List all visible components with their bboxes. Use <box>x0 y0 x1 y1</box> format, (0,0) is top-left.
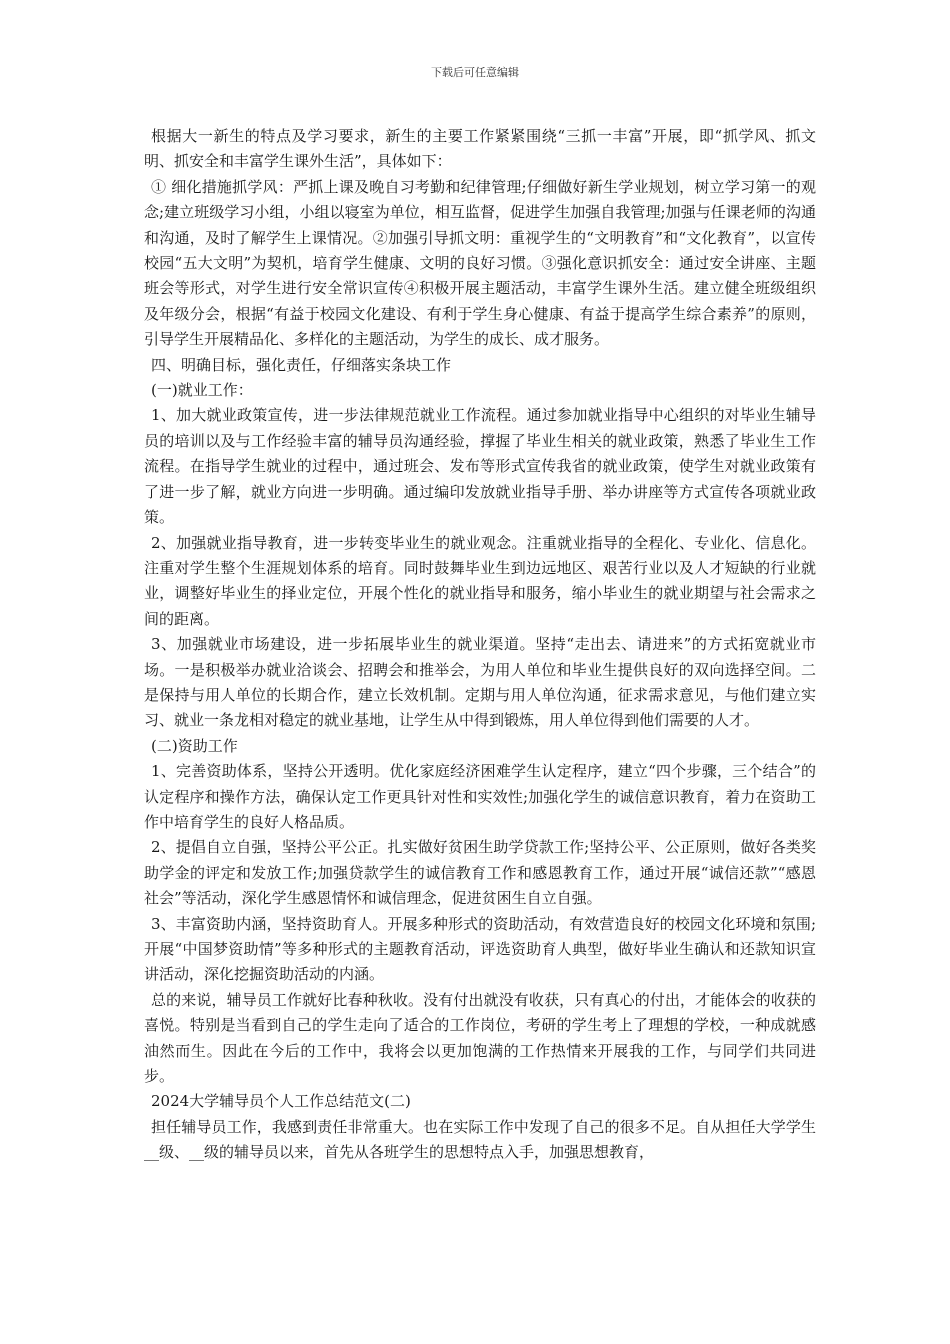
section-title: 2024大学辅导员个人工作总结范文(二) <box>151 1092 411 1111</box>
paragraph: 2、加强就业指导教育，进一步转变毕业生的就业观念。注重就业指导的全程化、专业化、信息化。注重对学生整个生涯规划体系的培育。同时鼓舞毕业生到边远地区、艰苦行业以及人才短缺的行业就业，调整好毕业生的择业定位，开展个性化的就业指导和服务，缩小毕业生的就业期望与社会需求之间的距离。 <box>144 533 816 628</box>
paragraph: 1、完善资助体系，坚持公开透明。优化家庭经济困难学生认定程序，建立“四个步骤，三个结合”的认定程序和操作方法，确保认定工作更具针对性和实效性;加强化学生的诚信意识教育，着力在资助工作中培育学生的良好人格品质。 <box>144 762 816 831</box>
paragraph: 担任辅导员工作，我感到责任非常重大。也在实际工作中发现了自己的很多不足。自从担任大学学生__级、__级的辅导员以来，首先从各班学生的思想特点入手，加强思想教育， <box>144 1117 816 1162</box>
paragraph: 3、丰富资助内涵，坚持资助育人。开展多种形式的资助活动，有效营造良好的校园文化环境和氛围;开展“中国梦资助情”等多种形式的主题教育活动，评选资助育人典型，做好毕业生确认和还款知识宣讲活动，深化挖掘资助活动的内涵。 <box>144 914 816 984</box>
paragraph: 1、加大就业政策宣传，进一步法律规范就业工作流程。通过参加就业指导中心组织的对毕业生辅导员的培训以及与工作经验丰富的辅导员沟通经验，撑握了毕业生相关的就业政策，熟悉了毕业生工作流程。在指导学生就业的过程中，通过班会、发布等形式宣传我省的就业政策，使学生对就业政策有了进一步了解，就业方向进一步明确。通过编印发放就业指导手册、举办讲座等方式宣传各项就业政策。 <box>144 406 816 527</box>
paragraph: 根据大一新生的特点及学习要求，新生的主要工作紧紧围绕“三抓一丰富”开展，即“抓学风、抓文明、抓安全和丰富学生课外生活”，具体如下： <box>144 127 816 171</box>
subsection-heading: (一)就业工作： <box>151 381 253 400</box>
subsection-heading: (二)资助工作 <box>151 736 238 755</box>
paragraph: 2、提倡自立自强，坚持公平公正。扎实做好贫困生助学贷款工作;坚持公平、公正原则，做好各类奖助学金的评定和发放工作;加强贷款学生的诚信教育工作和感恩教育工作，通过开展“诚信还款”“感恩社会”等活动，深化学生感恩情怀和诚信理念，促进贫困生自立自强。 <box>144 838 816 908</box>
section-heading: 四、明确目标，强化责任，仔细落实条块工作 <box>151 355 452 374</box>
document-body <box>144 124 816 1166</box>
paragraph: 3、加强就业市场建设，进一步拓展毕业生的就业渠道。坚持“走出去、请进来”的方式拓宽就业市场。一是积极举办就业洽谈会、招聘会和推举会，为用人单位和毕业生提供良好的双向选择空间。二是保持与用人单位的长期合作，建立长效机制。定期与用人单位沟通，征求需求意见，与他们建立实习、就业一条龙相对稳定的就业基地，让学生从中得到锻炼，用人单位得到他们需要的人才。 <box>144 635 816 730</box>
paragraph: 总的来说，辅导员工作就好比春种秋收。没有付出就没有收获，只有真心的付出，才能体会的收获的喜悦。特别是当看到自己的学生走向了适合的工作岗位，考研的学生考上了理想的学校，一种成就感油然而生。因此在今后的工作中，我将会以更加饱满的工作热情来开展我的工作，与同学们共同进步。 <box>144 990 816 1086</box>
page-header-note: 下载后可任意编辑 <box>431 66 519 79</box>
paragraph: ① 细化措施抓学风：严抓上课及晚自习考勤和纪律管理;仔细做好新生学业规划，树立学习第一的观念;建立班级学习小组，小组以寝室为单位，相互监督，促进学生加强自我管理;加强与任课老师的沟通和沟通，及时了解学生上课情况。②加强引导抓文明：重视学生的“文明教育”和“文化教育”，以宣传校园“五大文明”为契机，培育学生健康、文明的良好习惯。③强化意识抓安全：通过安全讲座、主题班会等形式，对学生进行安全常识宣传④积极开展主题活动，丰富学生课外生活。建立健全班级组织及年级分会，根据“有益于校园文化建设、有利于学生身心健康、有益于提高学生综合素养”的原则，引导学生开展精品化、多样化的主题活动，为学生的成长、成才服务。 <box>144 177 816 349</box>
